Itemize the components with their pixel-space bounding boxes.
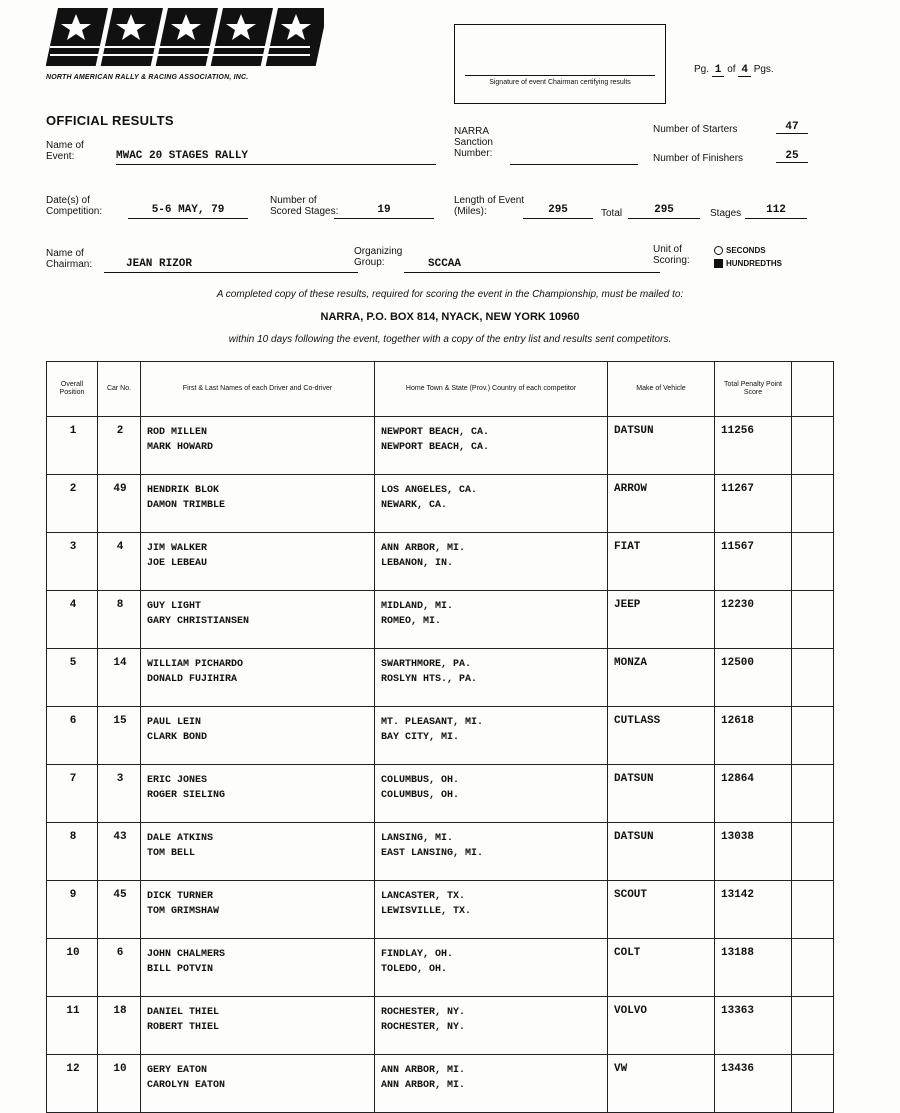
finishers-label: Number of Finishers bbox=[653, 153, 744, 164]
header-score: Total Penalty Point Score bbox=[715, 362, 792, 417]
blank-cell bbox=[792, 533, 834, 591]
codriver-town: TOLEDO, OH. bbox=[381, 964, 448, 975]
driver-town: LANCASTER, TX. bbox=[381, 891, 466, 902]
score-cell: 13142 bbox=[715, 881, 792, 939]
make-cell: CUTLASS bbox=[608, 707, 715, 765]
codriver-name: TOM BELL bbox=[147, 848, 196, 859]
driver-town: ROCHESTER, NY. bbox=[381, 1007, 466, 1018]
codriver-town: NEWPORT BEACH, CA. bbox=[381, 442, 490, 453]
score-cell: 11267 bbox=[715, 475, 792, 533]
position-cell: 10 bbox=[47, 939, 98, 997]
driver-name: HENDRIK BLOK bbox=[147, 485, 220, 496]
results-body bbox=[47, 417, 834, 1113]
driver-town: NEWPORT BEACH, CA. bbox=[381, 427, 490, 438]
score-cell: 12500 bbox=[715, 649, 792, 707]
home-town-cell bbox=[375, 533, 608, 591]
total-value: 295 bbox=[628, 204, 700, 219]
blank-cell bbox=[792, 765, 834, 823]
car-number-cell: 18 bbox=[98, 997, 141, 1055]
home-town-cell bbox=[375, 765, 608, 823]
driver-town: ANN ARBOR, MI. bbox=[381, 543, 466, 554]
starters-value: 47 bbox=[776, 121, 808, 134]
driver-name: PAUL LEIN bbox=[147, 717, 202, 728]
codriver-town: BAY CITY, MI. bbox=[381, 732, 460, 743]
codriver-town: EAST LANSING, MI. bbox=[381, 848, 484, 859]
blank-cell bbox=[792, 649, 834, 707]
unit-hundredths-label: HUNDREDTHS bbox=[726, 259, 782, 268]
mailing-notice: A completed copy of these results, required for scoring the event in the Championship, must be mailed to: bbox=[216, 289, 684, 300]
car-number-cell: 15 bbox=[98, 707, 141, 765]
car-number-cell: 10 bbox=[98, 1055, 141, 1113]
chairman-value: JEAN RIZOR bbox=[104, 258, 358, 273]
header-make: Make of Vehicle bbox=[608, 362, 715, 417]
home-town-cell bbox=[375, 591, 608, 649]
results-table bbox=[46, 361, 834, 1113]
blank-cell bbox=[792, 1055, 834, 1113]
home-town-cell bbox=[375, 881, 608, 939]
blank-cell bbox=[792, 417, 834, 475]
total-label: Total bbox=[601, 208, 623, 219]
table-row bbox=[47, 823, 834, 881]
starters-label: Number of Starters bbox=[653, 124, 738, 135]
driver-town: LANSING, MI. bbox=[381, 833, 454, 844]
make-cell: COLT bbox=[608, 939, 715, 997]
names-cell bbox=[141, 765, 375, 823]
driver-name: DICK TURNER bbox=[147, 891, 214, 902]
table-row bbox=[47, 939, 834, 997]
blank-cell bbox=[792, 881, 834, 939]
codriver-town: ANN ARBOR, MI. bbox=[381, 1080, 466, 1091]
driver-name: DANIEL THIEL bbox=[147, 1007, 220, 1018]
table-row bbox=[47, 997, 834, 1055]
chairman-label: Name of Chairman: bbox=[46, 248, 93, 270]
stages-label: Stages bbox=[710, 208, 742, 219]
driver-town: MIDLAND, MI. bbox=[381, 601, 454, 612]
home-town-cell bbox=[375, 1055, 608, 1113]
names-cell bbox=[141, 591, 375, 649]
table-row bbox=[47, 533, 834, 591]
dates-label: Date(s) of Competition: bbox=[46, 195, 103, 217]
codriver-town: COLUMBUS, OH. bbox=[381, 790, 460, 801]
codriver-name: JOE LEBEAU bbox=[147, 558, 208, 569]
signature-box bbox=[454, 24, 666, 104]
position-cell: 1 bbox=[47, 417, 98, 475]
codriver-name: BILL POTVIN bbox=[147, 964, 214, 975]
home-town-cell bbox=[375, 475, 608, 533]
driver-name: GERY EATON bbox=[147, 1065, 208, 1076]
table-row bbox=[47, 591, 834, 649]
scored-stages-value: 19 bbox=[334, 204, 434, 219]
table-row bbox=[47, 417, 834, 475]
codriver-town: ROSLYN HTS., PA. bbox=[381, 674, 478, 685]
driver-name: ERIC JONES bbox=[147, 775, 208, 786]
score-cell: 13363 bbox=[715, 997, 792, 1055]
sanction-value bbox=[510, 152, 638, 165]
codriver-name: ROBERT THIEL bbox=[147, 1022, 220, 1033]
make-cell: MONZA bbox=[608, 649, 715, 707]
deadline-notice: within 10 days following the event, together with a copy of the entry list and results sent competitors. bbox=[228, 334, 672, 345]
car-number-cell: 14 bbox=[98, 649, 141, 707]
score-cell: 12230 bbox=[715, 591, 792, 649]
header-names: First & Last Names of each Driver and Co-driver bbox=[141, 362, 375, 417]
codriver-name: GARY CHRISTIANSEN bbox=[147, 616, 250, 627]
names-cell bbox=[141, 823, 375, 881]
signature-label: Signature of event Chairman certifying results bbox=[489, 79, 631, 86]
table-row bbox=[47, 881, 834, 939]
position-cell: 8 bbox=[47, 823, 98, 881]
organizing-label: Organizing Group: bbox=[354, 246, 403, 268]
org-full-name: NORTH AMERICAN RALLY & RACING ASSOCIATION, INC. bbox=[46, 74, 249, 81]
page-current: 1 bbox=[712, 64, 725, 77]
dates-value: 5-6 MAY, 79 bbox=[128, 204, 248, 219]
length-label: Length of Event (Miles): bbox=[454, 195, 525, 217]
names-cell bbox=[141, 475, 375, 533]
codriver-town: ROMEO, MI. bbox=[381, 616, 442, 627]
names-cell bbox=[141, 707, 375, 765]
driver-town: LOS ANGELES, CA. bbox=[381, 485, 478, 496]
home-town-cell bbox=[375, 707, 608, 765]
codriver-name: CAROLYN EATON bbox=[147, 1080, 226, 1091]
driver-town: ANN ARBOR, MI. bbox=[381, 1065, 466, 1076]
driver-name: WILLIAM PICHARDO bbox=[147, 659, 244, 670]
blank-cell bbox=[792, 939, 834, 997]
score-cell: 11256 bbox=[715, 417, 792, 475]
page-of: of bbox=[727, 64, 736, 75]
header-car-no: Car No. bbox=[98, 362, 141, 417]
blank-cell bbox=[792, 997, 834, 1055]
sanction-label: NARRA Sanction Number: bbox=[454, 126, 493, 159]
unit-hundredths-option[interactable] bbox=[714, 257, 782, 270]
table-row bbox=[47, 1055, 834, 1113]
car-number-cell: 49 bbox=[98, 475, 141, 533]
blank-cell bbox=[792, 475, 834, 533]
score-cell: 13436 bbox=[715, 1055, 792, 1113]
make-cell: DATSUN bbox=[608, 765, 715, 823]
make-cell: DATSUN bbox=[608, 417, 715, 475]
names-cell bbox=[141, 1055, 375, 1113]
unit-label: Unit of Scoring: bbox=[653, 244, 690, 266]
driver-town: SWARTHMORE, PA. bbox=[381, 659, 472, 670]
score-cell: 13038 bbox=[715, 823, 792, 881]
table-row bbox=[47, 707, 834, 765]
organizing-value: SCCAA bbox=[404, 258, 660, 273]
driver-name: JOHN CHALMERS bbox=[147, 949, 226, 960]
header-home-town: Home Town & State (Prov.) Country of each competitor bbox=[375, 362, 608, 417]
table-row bbox=[47, 765, 834, 823]
table-row bbox=[47, 475, 834, 533]
driver-name: GUY LIGHT bbox=[147, 601, 202, 612]
finishers-value: 25 bbox=[776, 150, 808, 163]
home-town-cell bbox=[375, 649, 608, 707]
radio-checked-icon bbox=[714, 259, 723, 268]
position-cell: 2 bbox=[47, 475, 98, 533]
car-number-cell: 8 bbox=[98, 591, 141, 649]
home-town-cell bbox=[375, 997, 608, 1055]
stages-value: 112 bbox=[745, 204, 807, 219]
names-cell bbox=[141, 533, 375, 591]
car-number-cell: 4 bbox=[98, 533, 141, 591]
score-cell: 12618 bbox=[715, 707, 792, 765]
car-number-cell: 6 bbox=[98, 939, 141, 997]
table-header-row bbox=[47, 362, 834, 417]
codriver-name: CLARK BOND bbox=[147, 732, 208, 743]
make-cell: DATSUN bbox=[608, 823, 715, 881]
page-total: 4 bbox=[738, 64, 751, 77]
driver-name: JIM WALKER bbox=[147, 543, 208, 554]
page-label: Pg. bbox=[694, 64, 710, 75]
scored-stages-label: Number of Scored Stages: bbox=[270, 195, 339, 217]
car-number-cell: 3 bbox=[98, 765, 141, 823]
driver-town: MT. PLEASANT, MI. bbox=[381, 717, 484, 728]
names-cell bbox=[141, 997, 375, 1055]
codriver-town: LEWISVILLE, TX. bbox=[381, 906, 472, 917]
position-cell: 5 bbox=[47, 649, 98, 707]
make-cell: VW bbox=[608, 1055, 715, 1113]
blank-cell bbox=[792, 823, 834, 881]
codriver-name: MARK HOWARD bbox=[147, 442, 214, 453]
score-cell: 13188 bbox=[715, 939, 792, 997]
blank-cell bbox=[792, 591, 834, 649]
driver-name: ROD MILLEN bbox=[147, 427, 208, 438]
car-number-cell: 2 bbox=[98, 417, 141, 475]
position-cell: 6 bbox=[47, 707, 98, 765]
length-value: 295 bbox=[523, 204, 593, 219]
make-cell: FIAT bbox=[608, 533, 715, 591]
driver-name: DALE ATKINS bbox=[147, 833, 214, 844]
radio-empty-icon bbox=[714, 246, 723, 255]
position-cell: 11 bbox=[47, 997, 98, 1055]
home-town-cell bbox=[375, 417, 608, 475]
score-cell: 11567 bbox=[715, 533, 792, 591]
codriver-name: DAMON TRIMBLE bbox=[147, 500, 226, 511]
unit-seconds-label: SECONDS bbox=[726, 246, 766, 255]
codriver-town: LEBANON, IN. bbox=[381, 558, 454, 569]
header-blank bbox=[792, 362, 834, 417]
page-indicator bbox=[694, 64, 774, 76]
narra-logo-graphic bbox=[46, 8, 324, 68]
page-suffix: Pgs. bbox=[753, 64, 774, 75]
names-cell bbox=[141, 649, 375, 707]
make-cell: SCOUT bbox=[608, 881, 715, 939]
position-cell: 7 bbox=[47, 765, 98, 823]
header-position: Overall Position bbox=[47, 362, 98, 417]
blank-cell bbox=[792, 707, 834, 765]
position-cell: 4 bbox=[47, 591, 98, 649]
codriver-name: ROGER SIELING bbox=[147, 790, 226, 801]
driver-town: FINDLAY, OH. bbox=[381, 949, 454, 960]
signature-line bbox=[465, 75, 655, 76]
position-cell: 3 bbox=[47, 533, 98, 591]
car-number-cell: 45 bbox=[98, 881, 141, 939]
home-town-cell bbox=[375, 823, 608, 881]
codriver-name: DONALD FUJIHIRA bbox=[147, 674, 238, 685]
make-cell: ARROW bbox=[608, 475, 715, 533]
event-name-label: Name of Event: bbox=[46, 140, 84, 162]
names-cell bbox=[141, 939, 375, 997]
unit-options bbox=[714, 244, 782, 270]
position-cell: 9 bbox=[47, 881, 98, 939]
logo-text: NARRA bbox=[46, 8, 50, 9]
unit-seconds-option[interactable] bbox=[714, 244, 782, 257]
names-cell bbox=[141, 417, 375, 475]
narra-logo bbox=[46, 8, 324, 68]
car-number-cell: 43 bbox=[98, 823, 141, 881]
event-name-value: MWAC 20 STAGES RALLY bbox=[116, 150, 436, 165]
driver-town: COLUMBUS, OH. bbox=[381, 775, 460, 786]
make-cell: JEEP bbox=[608, 591, 715, 649]
table-row bbox=[47, 649, 834, 707]
codriver-name: TOM GRIMSHAW bbox=[147, 906, 220, 917]
score-cell: 12864 bbox=[715, 765, 792, 823]
names-cell bbox=[141, 881, 375, 939]
position-cell: 12 bbox=[47, 1055, 98, 1113]
codriver-town: NEWARK, CA. bbox=[381, 500, 448, 511]
make-cell: VOLVO bbox=[608, 997, 715, 1055]
home-town-cell bbox=[375, 939, 608, 997]
page-title: OFFICIAL RESULTS bbox=[46, 113, 174, 128]
codriver-town: ROCHESTER, NY. bbox=[381, 1022, 466, 1033]
mailing-address: NARRA, P.O. BOX 814, NYACK, NEW YORK 10960 bbox=[320, 311, 580, 323]
